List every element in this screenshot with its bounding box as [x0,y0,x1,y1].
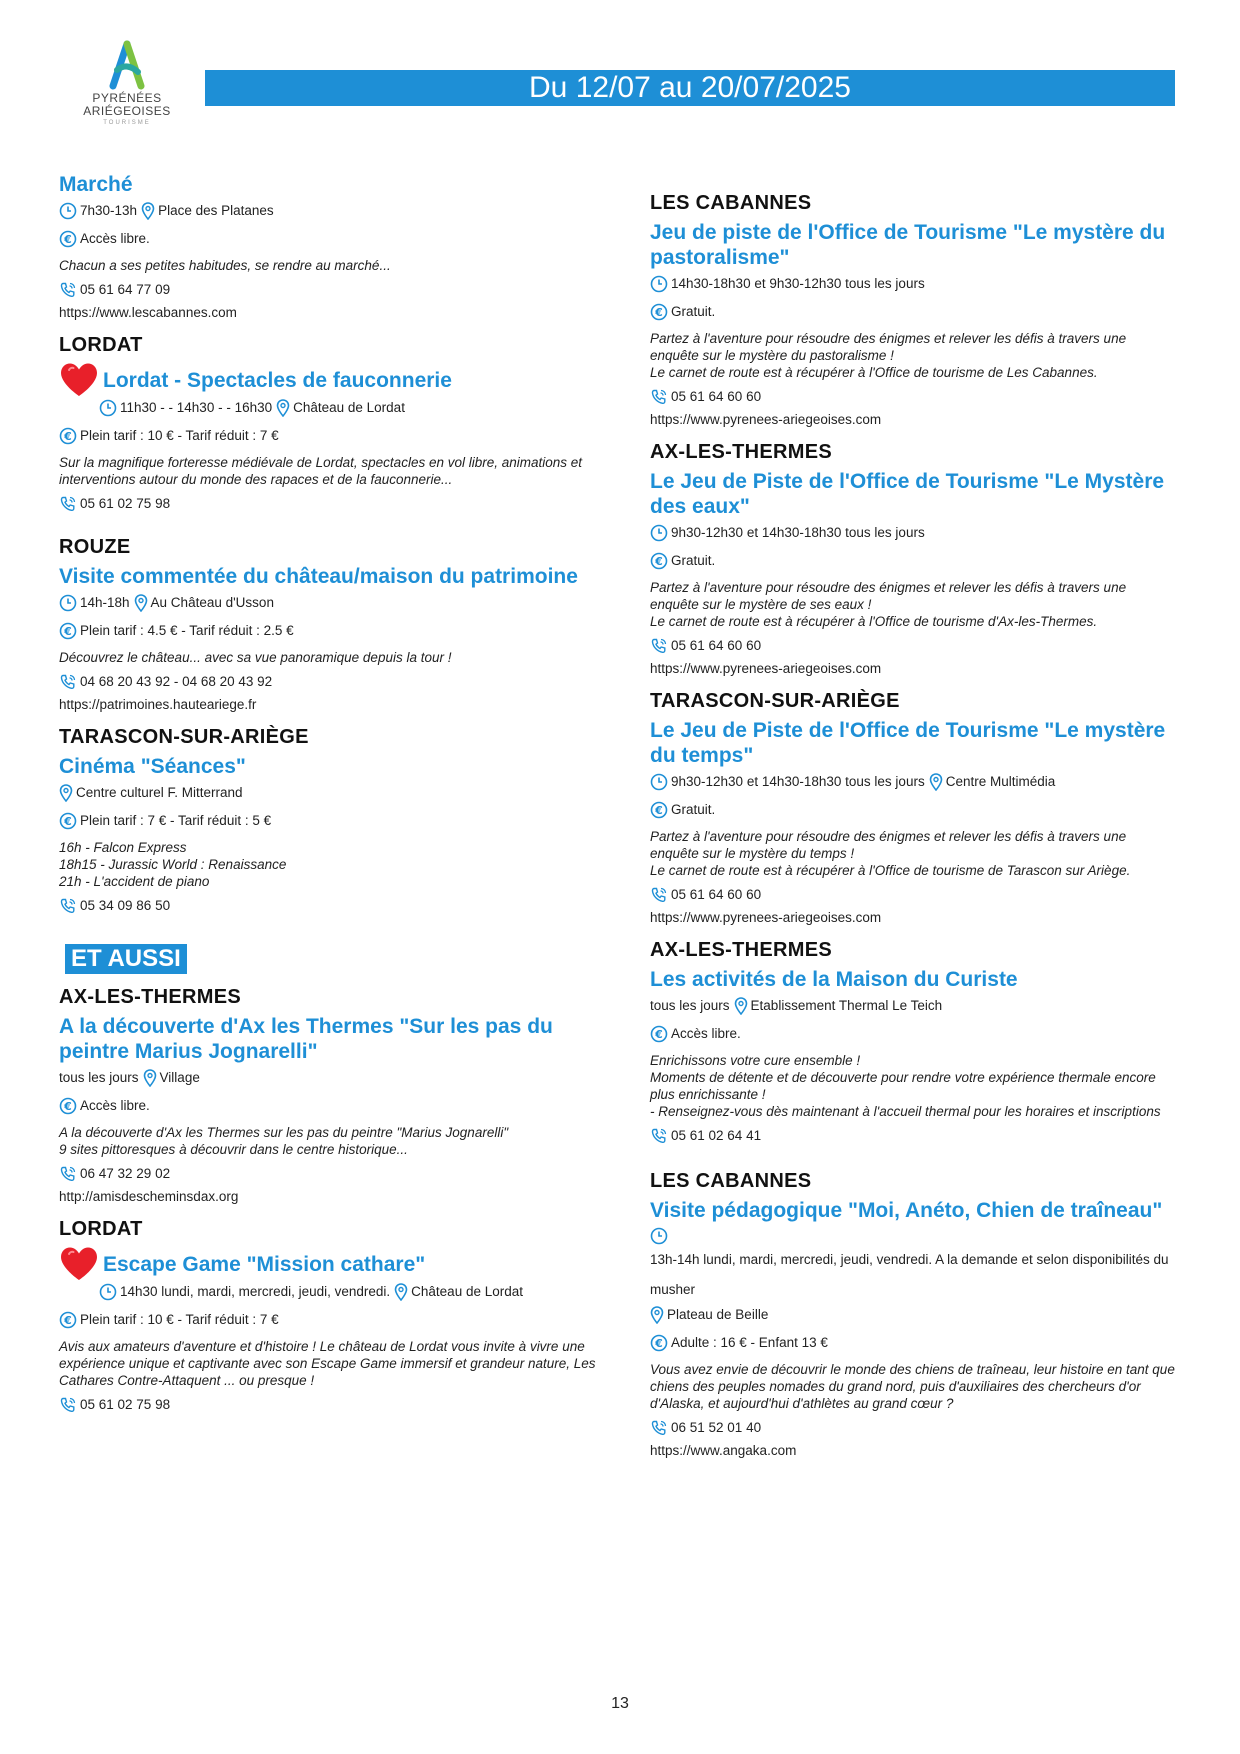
event-phone-row [59,896,604,916]
event-phone-row [59,494,604,514]
event-time: 14h30 lundi, mardi, mercredi, jeudi, vendredi. [120,1284,391,1299]
event-phone-row [650,1418,1175,1438]
event-place: Plateau de Beille [667,1307,769,1322]
event-phone: 05 34 09 86 50 [80,898,171,913]
location-pin-icon [276,399,290,417]
event-description: A la découverte d'Ax les Thermes sur les pas du peintre "Marius Jognarelli" 9 sites pittoresques à découvrir dans le centre historique... [59,1125,509,1157]
event-town: TARASCON-SUR-ARIÈGE [59,726,309,748]
event-price: Accès libre. [671,1026,741,1041]
event-title: Visite commentée du château/maison du patrimoine [59,565,578,588]
right-column [650,192,1175,1472]
event-place: Château de Lordat [293,400,405,415]
event-price-row [650,1024,1175,1044]
event-title: Le Jeu de Piste de l'Office de Tourisme "Le mystère du temps" [650,719,1166,767]
svg-text:€: € [655,555,663,568]
event-schedule [59,1068,604,1088]
event-schedule [59,398,604,418]
event-title: A la découverte d'Ax les Thermes "Sur les pas du peintre Marius Jognarelli" [59,1015,553,1063]
phone-icon [650,886,668,904]
event-time: tous les jours [59,1070,139,1085]
event-title: Lordat - Spectacles de fauconnerie [103,369,452,392]
location-pin-icon [143,1069,157,1087]
date-range-banner: Du 12/07 au 20/07/2025 [205,70,1175,106]
event-heading [59,1246,604,1282]
event-place: Place des Platanes [158,203,274,218]
heart-favorite-icon [59,362,99,398]
phone-icon [59,1396,77,1414]
event-price: Plein tarif : 4.5 € - Tarif réduit : 2.5 € [80,623,294,638]
event-price-row [650,551,1175,571]
svg-text:€: € [64,1100,72,1113]
event-price: Plein tarif : 7 € - Tarif réduit : 5 € [80,813,272,828]
event-visite-chateau [59,536,604,714]
euro-icon [59,1311,77,1329]
euro-icon [650,801,668,819]
event-website-link[interactable]: https://patrimoines.hauteariege.fr [59,697,257,712]
event-description: Avis aux amateurs d'aventure et d'histoire ! Le château de Lordat vous invite à vivre une expérience unique et captivante avec son Escape Game immersif et grandeur nature, Les Cathares Contre-Attaquent ... ou presque ! [59,1339,596,1388]
event-time: 7h30-13h [80,203,138,218]
event-phone-row [650,387,1175,407]
location-pin-icon [141,202,155,220]
location-pin-icon [394,1283,408,1301]
event-place: Au Château d'Usson [150,595,274,610]
phone-icon [59,897,77,915]
clock-icon [99,1283,117,1301]
logo-mark-icon [105,40,149,92]
event-schedule [59,201,604,221]
euro-icon [59,622,77,640]
event-phone-row [650,636,1175,656]
euro-icon [59,812,77,830]
event-schedule [650,772,1175,792]
event-place: Centre Multimédia [945,774,1056,789]
location-pin-icon [650,1306,664,1324]
event-place: Château de Lordat [411,1284,523,1299]
phone-icon [59,1165,77,1183]
clock-icon [59,202,77,220]
page-number: 13 [611,1695,629,1712]
event-time: 13h-14h lundi, mardi, mercredi, jeudi, vendredi. A la demande et selon disponibilités du musher [650,1252,1169,1297]
event-website-link[interactable]: http://amisdescheminsdax.org [59,1189,239,1204]
location-pin-icon [929,773,943,791]
event-description: Chacun a ses petites habitudes, se rendre au marché... [59,258,391,273]
euro-icon [650,303,668,321]
event-description: 16h - Falcon Express 18h15 - Jurassic World : Renaissance 21h - L'accident de piano [59,840,287,889]
event-website-link[interactable]: https://www.angaka.com [650,1443,797,1458]
event-town: LES CABANNES [650,192,812,214]
location-pin-icon [59,784,73,802]
logo-text-line2: ARIÉGEOISES [83,104,171,118]
location-pin-icon [134,594,148,612]
event-schedule [650,523,1175,543]
event-fauconnerie [59,334,604,514]
event-phone: 05 61 02 64 41 [671,1128,762,1143]
event-marche [59,172,604,322]
phone-icon [650,388,668,406]
event-town: AX-LES-THERMES [650,939,832,961]
event-time: 9h30-12h30 et 14h30-18h30 tous les jours [671,774,925,789]
event-price-row [650,800,1175,820]
clock-icon [59,594,77,612]
brand-logo [72,40,182,126]
clock-icon [650,524,668,542]
event-phone: 05 61 64 60 60 [671,389,762,404]
event-phone: 05 61 64 77 09 [80,282,171,297]
euro-icon [650,552,668,570]
event-price-row [650,1333,1175,1353]
event-title: Cinéma "Séances" [59,755,246,778]
event-schedule [650,1227,1175,1325]
event-price-row [650,302,1175,322]
event-phone: 04 68 20 43 92 - 04 68 20 43 92 [80,674,273,689]
event-price: Gratuit. [671,553,716,568]
event-price-row [59,621,604,641]
event-place: Village [159,1070,200,1085]
et-aussi-heading: ET AUSSI [65,944,187,974]
event-mystere-eaux [650,441,1175,678]
event-title: Les activités de la Maison du Curiste [650,968,1018,991]
svg-text:€: € [655,1337,663,1350]
event-schedule [59,783,604,803]
event-schedule [59,593,604,613]
event-phone-row [650,1126,1175,1146]
clock-icon [99,399,117,417]
svg-text:€: € [64,625,72,638]
event-mystere-temps [650,690,1175,927]
event-title: Visite pédagogique "Moi, Anéto, Chien de traîneau" [650,1199,1163,1222]
euro-icon [650,1334,668,1352]
event-description: Partez à l'aventure pour résoudre des énigmes et relever les défis à travers une enquête sur le mystère du pastoralisme ! Le carnet de route est à récupérer à l'Office de tourisme de Les Cabannes. [650,331,1127,380]
event-description: Vous avez envie de découvrir le monde des chiens de traîneau, leur histoire en tant que chiens des peuples nomades du grand nord, puis d'auxiliaires des chercheurs d'or d'Alaska, et aujourd'hui d'athlètes au grand cœur ? [650,1362,1175,1411]
event-cinema [59,726,604,916]
svg-text:€: € [64,815,72,828]
event-price: Accès libre. [80,231,150,246]
event-price: Gratuit. [671,802,716,817]
event-description: Partez à l'aventure pour résoudre des énigmes et relever les défis à travers une enquête sur le mystère du temps ! Le carnet de route est à récupérer à l'Office de tourisme de Tarascon sur Ariège. [650,829,1131,878]
euro-icon [59,1097,77,1115]
event-phone: 06 47 32 29 02 [80,1166,171,1181]
event-time: 14h30-18h30 et 9h30-12h30 tous les jours [671,276,925,291]
clock-icon [650,773,668,791]
location-pin-icon [734,997,748,1015]
phone-icon [59,495,77,513]
event-website-link[interactable]: https://www.pyrenees-ariegeoises.com [650,412,882,427]
svg-text:€: € [64,233,72,246]
event-description: Partez à l'aventure pour résoudre des énigmes et relever les défis à travers une enquête sur le mystère de ses eaux ! Le carnet de route est à récupérer à l'Office de tourisme d'Ax-les-Thermes. [650,580,1127,629]
event-town: LES CABANNES [650,1170,812,1192]
svg-text:€: € [655,804,663,817]
event-time: 9h30-12h30 et 14h30-18h30 tous les jours [671,525,925,540]
event-description: Sur la magnifique forteresse médiévale de Lordat, spectacles en vol libre, animations et interventions autour du monde des rapaces et de la fauconnerie... [59,455,583,487]
event-price-row [59,426,604,446]
event-phone-row [59,280,604,300]
phone-icon [59,673,77,691]
event-phone-row [59,672,604,692]
svg-text:€: € [64,1314,72,1327]
event-phone: 05 61 02 75 98 [80,1397,171,1412]
event-website-link[interactable]: https://www.pyrenees-ariegeoises.com [650,661,882,676]
euro-icon [59,230,77,248]
event-time: tous les jours [650,998,730,1013]
event-ax-decouverte [59,986,604,1206]
event-schedule [650,274,1175,294]
event-website-link[interactable]: https://www.pyrenees-ariegeoises.com [650,910,882,925]
event-title: Jeu de piste de l'Office de Tourisme "Le mystère du pastoralisme" [650,221,1166,269]
phone-icon [650,637,668,655]
event-escape-game [59,1218,604,1415]
event-description: Enrichissons votre cure ensemble ! Moments de détente et de découverte pour rendre votre expérience thermale encore plus enrichissante ! - Renseignez-vous dès maintenant à l'accueil thermal pour les horaires et inscriptions [650,1053,1161,1119]
logo-text-line1: PYRÉNÉES [92,91,162,105]
svg-text:€: € [655,306,663,319]
event-pastoralisme [650,192,1175,429]
svg-text:€: € [64,430,72,443]
event-schedule [650,996,1175,1016]
event-price-row [59,811,604,831]
event-phone-row [59,1395,604,1415]
event-title: Le Jeu de Piste de l'Office de Tourisme "Le Mystère des eaux" [650,470,1165,518]
event-town: LORDAT [59,1218,143,1240]
event-price: Plein tarif : 10 € - Tarif réduit : 7 € [80,1312,279,1327]
event-price: Plein tarif : 10 € - Tarif réduit : 7 € [80,428,279,443]
svg-text:€: € [655,1028,663,1041]
event-phone: 05 61 02 75 98 [80,496,171,511]
phone-icon [650,1419,668,1437]
event-town: AX-LES-THERMES [650,441,832,463]
event-town: TARASCON-SUR-ARIÈGE [650,690,900,712]
event-time: 14h-18h [80,595,130,610]
event-phone: 05 61 64 60 60 [671,887,762,902]
event-schedule [59,1282,604,1302]
event-heading [59,362,604,398]
left-column [59,172,604,1427]
event-time: 11h30 - - 14h30 - - 16h30 [120,400,273,415]
euro-icon [59,427,77,445]
event-town: AX-LES-THERMES [59,986,241,1008]
phone-icon [59,281,77,299]
euro-icon [650,1025,668,1043]
event-town: LORDAT [59,334,143,356]
event-phone: 06 51 52 01 40 [671,1420,762,1435]
event-price-row [59,1096,604,1116]
event-phone: 05 61 64 60 60 [671,638,762,653]
heart-favorite-icon [59,1246,99,1282]
event-price-row [59,1310,604,1330]
clock-icon [650,1227,668,1245]
event-chien-traineau [650,1170,1175,1460]
event-phone-row [650,885,1175,905]
event-price-row [59,229,604,249]
event-place: Centre culturel F. Mitterrand [76,785,243,800]
event-price: Accès libre. [80,1098,150,1113]
clock-icon [650,275,668,293]
event-title: Escape Game "Mission cathare" [103,1253,426,1276]
event-town: ROUZE [59,536,131,558]
event-price: Gratuit. [671,304,716,319]
event-website-link[interactable]: https://www.lescabannes.com [59,305,237,320]
event-maison-curiste [650,939,1175,1146]
logo-text-line3: TOURISME [103,120,151,126]
event-price: Adulte : 16 € - Enfant 13 € [671,1335,828,1350]
event-place: Etablissement Thermal Le Teich [750,998,943,1013]
phone-icon [650,1127,668,1145]
event-phone-row [59,1164,604,1184]
event-title: Marché [59,173,133,196]
event-description: Découvrez le château... avec sa vue panoramique depuis la tour ! [59,650,452,665]
